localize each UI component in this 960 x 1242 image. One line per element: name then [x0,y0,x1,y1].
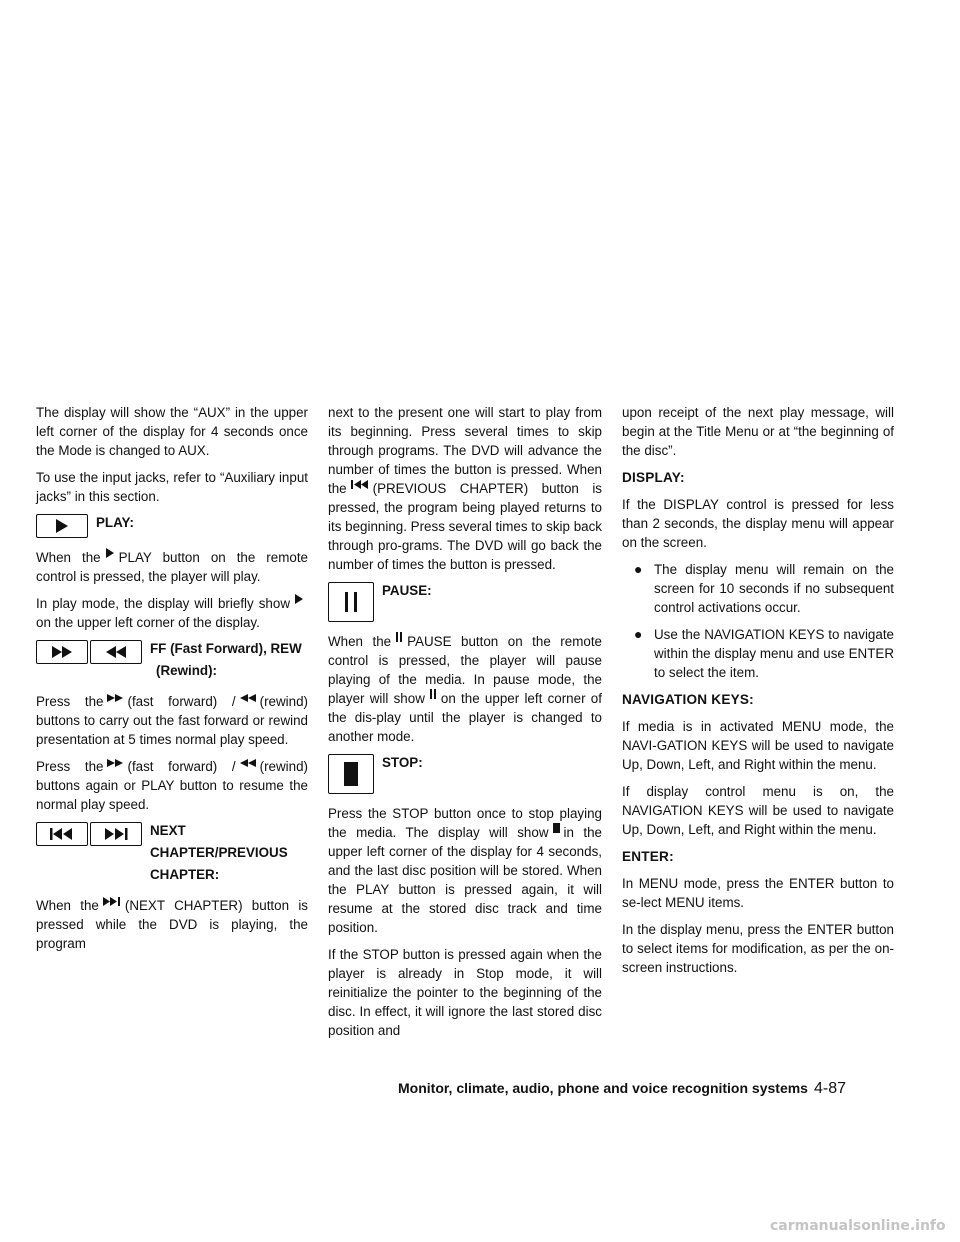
enter-paragraph-2: In the display menu, press the ENTER button to select items for modification, as per the on-screen instructions. [622,922,894,975]
column-3 [622,403,894,985]
fast-forward-icon [107,688,123,707]
fast-forward-icon [107,753,123,772]
next-chapter-icon [103,892,121,911]
aux-paragraph: The display will show the “AUX” in the upper left corner of the display for 4 seconds once the Mode is changed to AUX. [36,405,308,458]
play-icon [105,544,115,563]
stop-heading: STOP: [328,754,602,794]
ff-paragraph-1: Press the (fast forward) / (rewind) buttons to carry out the fast forward or rewind presentation at 5 times normal play speed. [36,692,308,749]
list-item: ● Use the NAVIGATION KEYS to navigate within the display menu and use ENTER to select the item. [634,626,894,680]
pause-icon [429,685,437,704]
play-heading: PLAY: [36,514,308,538]
next-chapter-paragraph: When the (NEXT CHAPTER) button is pressed while the DVD is playing, the program [36,896,308,953]
page-number: 4-87 [813,1080,846,1097]
stop-paragraph-1: Press the STOP button once to stop playing the media. The display will show in the upper left corner of the display for 4 seconds, and the last disc position will be stored. When the PLAY button is pressed again, it will resume at the stored disc track and time position. [328,806,602,935]
section-title: Monitor, climate, audio, phone and voice recognition systems [398,1080,808,1096]
rewind-icon [240,753,256,772]
enter-paragraph-1: In MENU mode, press the ENTER button to se-lect MENU items. [622,876,894,910]
stop-button-icon [328,754,374,794]
pause-heading: PAUSE: [328,582,602,622]
navigation-keys-heading: NAVIGATION KEYS: [622,692,754,707]
pause-button-icon [328,582,374,622]
column-1 [36,403,308,961]
ff-rew-heading: FF (Fast Forward), REW (Rewind): [36,640,308,682]
navigation-paragraph-2: If display control menu is on, the NAVIGATION KEYS will be used to navigate Up, Down, Left, and Right within the menu. [622,784,894,837]
stop-paragraph-2: If the STOP button is pressed again when the player is already in Stop mode, it will reinitialize the pointer to the beginning of the disc. In effect, it will ignore the last stored disc position and [328,947,602,1038]
enter-heading: ENTER: [622,849,674,864]
ff-paragraph-2: Press the (fast forward) / (rewind) buttons again or PLAY button to resume the normal play speed. [36,757,308,814]
pause-icon [395,628,403,647]
pause-paragraph: When the PAUSE button on the remote control is pressed, the player will pause playing of the media. In pause mode, the player will show on the upper left corner of the dis-play until the player is changed to another mode. [328,632,602,746]
display-bullets [622,560,894,682]
page-footer [398,1080,898,1098]
chapter-continued-paragraph: next to the present one will start to play from its beginning. Press several times to skip through programs. The DVD will advance the number of times the button is pressed. When the (PREVIOUS CHAPTER) button is pressed, the program being played returns to its beginning. Press several times to skip back through pro-grams. The DVD will go back the number of times the button is pressed. [328,405,602,572]
play-button-icon [36,514,88,538]
display-heading: DISPLAY: [622,470,685,485]
display-paragraph: If the DISPLAY control is pressed for less than 2 seconds, the display menu will appear on the screen. [622,497,894,550]
input-jacks-paragraph: To use the input jacks, refer to “Auxiliary input jacks” in this section. [36,470,308,504]
watermark: carmanualsonline.info [770,1218,946,1234]
play-paragraph-2: In play mode, the display will briefly showon the upper left corner of the display. [36,594,308,632]
previous-chapter-icon [351,475,369,494]
column-2 [328,403,602,1048]
play-paragraph-1: When the PLAY button on the remote control is pressed, the player will play. [36,548,308,586]
play-icon [294,590,304,609]
rewind-button-icon [90,640,142,664]
chapter-heading: NEXT CHAPTER/PREVIOUS CHAPTER: [36,822,308,886]
rewind-icon [240,688,256,707]
previous-chapter-button-icon [36,822,88,846]
stop-continued-paragraph: upon receipt of the next play message, will begin at the Title Menu or at “the beginning of the disc”. [622,405,894,458]
next-chapter-button-icon [90,822,142,846]
stop-icon [553,819,560,838]
list-item: ● The display menu will remain on the screen for 10 seconds if no subsequent control activations occur. [634,561,894,615]
navigation-paragraph-1: If media is in activated MENU mode, the NAVI-GATION KEYS will be used to navigate Up, Down, Left, and Right within the menu. [622,719,894,772]
fast-forward-button-icon [36,640,88,664]
